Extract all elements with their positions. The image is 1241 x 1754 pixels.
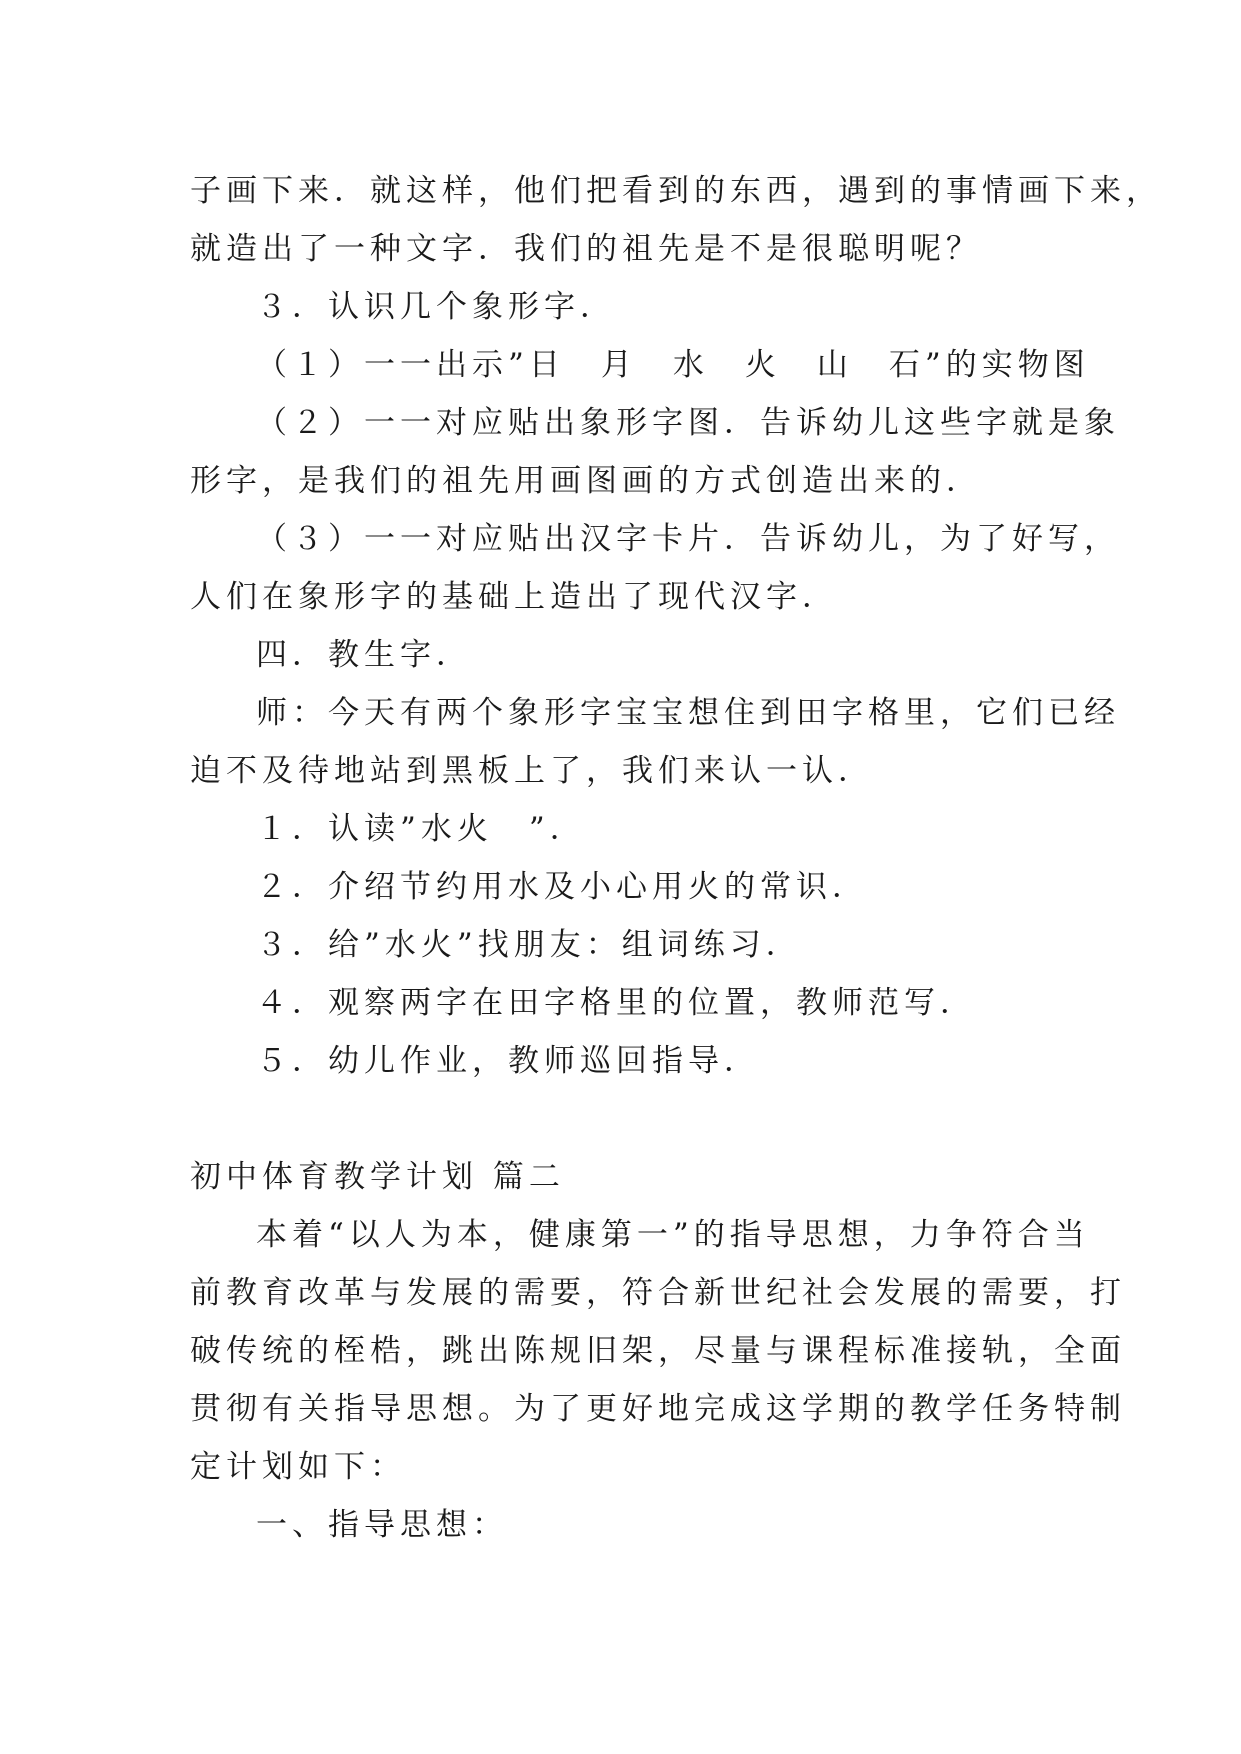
- paragraph-line: １．认读”水火 ”．: [256, 811, 586, 847]
- paragraph-line: ４．观察两字在田字格里的位置，教师范写．: [256, 985, 976, 1021]
- paragraph-line: 就造出了一种文字．我们的祖先是不是很聪明呢？: [190, 231, 982, 267]
- section-title: 初中体育教学计划 篇二: [190, 1159, 565, 1195]
- document-body: [190, 162, 1162, 1554]
- pe-teaching-plan-section: [190, 1206, 1126, 1554]
- lesson-plan-continuation: [190, 162, 1162, 1090]
- paragraph-line: （２）一一对应贴出象形字图．告诉幼儿这些字就是象: [256, 405, 1120, 441]
- paragraph-line: （１）一一出示”日 月 水 火 山 石”的实物图: [256, 347, 1090, 383]
- paragraph-line: ３．给”水火”找朋友：组词练习．: [256, 927, 802, 963]
- paragraph-line: 师：今天有两个象形字宝宝想住到田字格里，它们已经: [256, 695, 1120, 731]
- paragraph-line: 子画下来．就这样，他们把看到的东西，遇到的事情画下来，: [190, 173, 1162, 209]
- paragraph-line: ３．认识几个象形字．: [256, 289, 616, 325]
- paragraph-line: 形字，是我们的祖先用画图画的方式创造出来的．: [190, 463, 982, 499]
- paragraph-line: 四．教生字．: [256, 637, 472, 673]
- paragraph-line: 前教育改革与发展的需要，符合新世纪社会发展的需要，打: [190, 1275, 1126, 1311]
- paragraph-line: ２．介绍节约用水及小心用火的常识．: [256, 869, 868, 905]
- paragraph-line: ５．幼儿作业，教师巡回指导．: [256, 1043, 760, 1079]
- paragraph-line: 人们在象形字的基础上造出了现代汉字．: [190, 579, 838, 615]
- paragraph-line: 一、指导思想：: [256, 1507, 508, 1543]
- paragraph-line: 迫不及待地站到黑板上了，我们来认一认．: [190, 753, 874, 789]
- paragraph-line: 定计划如下：: [190, 1449, 406, 1485]
- paragraph-line: 贯彻有关指导思想。为了更好地完成这学期的教学任务特制: [190, 1391, 1126, 1427]
- section-spacer: [190, 1090, 1070, 1148]
- paragraph-line: （３）一一对应贴出汉字卡片．告诉幼儿，为了好写，: [256, 521, 1120, 557]
- paragraph-line: 本着“以人为本，健康第一”的指导思想，力争符合当: [256, 1217, 1090, 1253]
- paragraph-line: 破传统的桎梏，跳出陈规旧架，尽量与课程标准接轨，全面: [190, 1333, 1126, 1369]
